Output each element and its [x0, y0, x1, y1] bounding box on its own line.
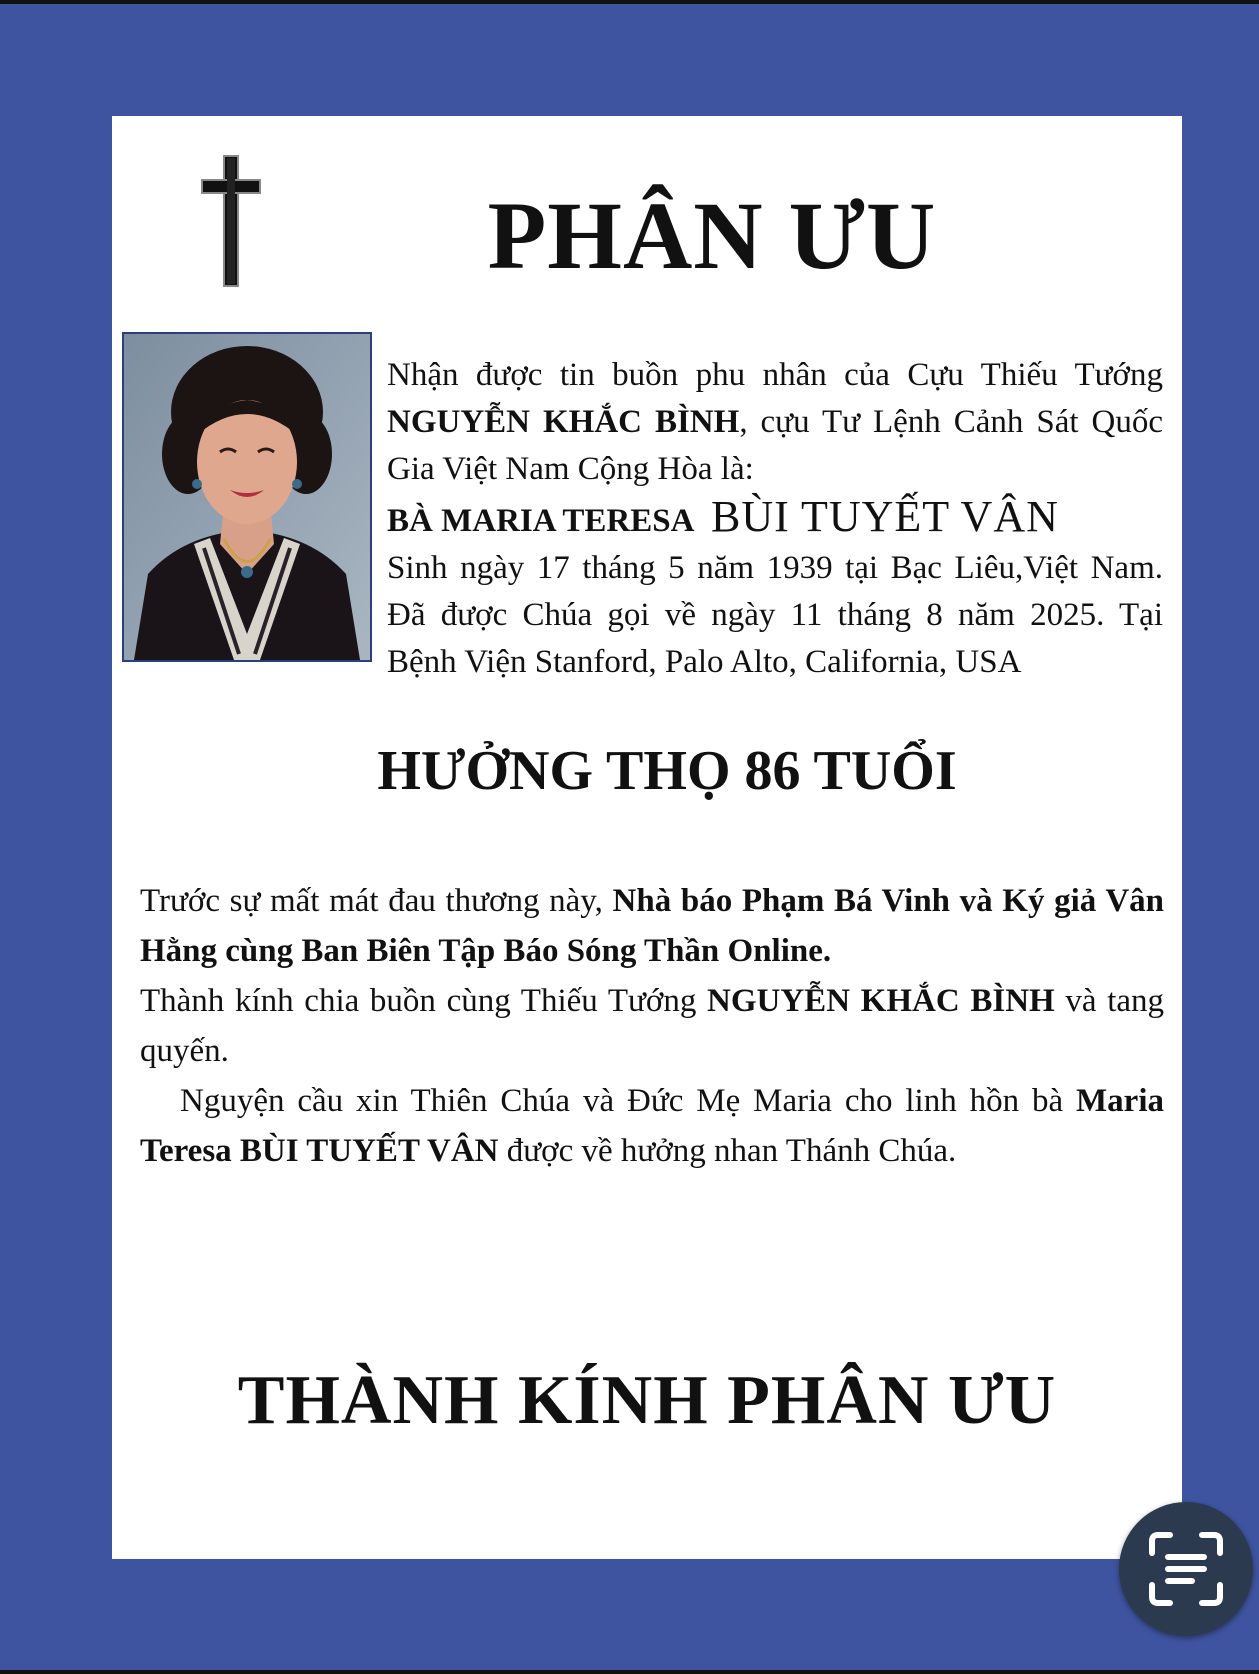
page-title: PHÂN ƯU — [487, 182, 937, 289]
deceased-prefix: BÀ MARIA TERESA — [387, 503, 695, 539]
top-border — [0, 0, 1259, 4]
message-paragraph-1 — [140, 876, 1164, 976]
text-scan-button[interactable] — [1119, 1502, 1253, 1636]
intro-line: Nhận được tin buồn phu nhân của Cựu Thiếu Tướng — [387, 357, 1163, 393]
prayer-end: được về hưởng nhan Thánh Chúa. — [498, 1133, 957, 1169]
place-text: Tại Bệnh Viện Stanford, Palo Alto, California, USA — [387, 597, 1163, 680]
intro-line-cont: , cựu Tư Lệnh Cảnh Sát Quốc Gia Việt Nam Cộng Hòa là: — [387, 404, 1163, 487]
announcement-paragraph — [387, 352, 1163, 493]
general-name-2: NGUYỄN KHẮC BÌNH — [707, 983, 1055, 1019]
cross-icon — [200, 154, 262, 288]
sender-names: Nhà báo Phạm Bá Vinh và Ký giả Vân Hằng cùng Ban Biên Tập Báo Sóng Thần Online. — [140, 883, 1165, 969]
condolence-message — [140, 876, 1164, 1176]
deceased-name: BÙI TUYẾT VÂN — [710, 492, 1059, 541]
text-scan-icon — [1146, 1529, 1226, 1609]
bottom-border — [0, 1670, 1259, 1674]
deceased-name-2: Maria Teresa BÙI TUYẾT VÂN — [140, 1083, 1164, 1169]
deceased-portrait — [122, 332, 372, 662]
dates-paragraph — [387, 545, 1163, 686]
death-text: Đã được Chúa gọi về ngày 11 tháng 8 năm 2025. — [387, 597, 1105, 633]
closing-heading: THÀNH KÍNH PHÂN ƯU — [237, 1362, 1057, 1439]
deceased-name-line — [387, 493, 1163, 545]
announcement-text — [387, 352, 1163, 686]
general-name: NGUYỄN KHẮC BÌNH — [387, 404, 740, 440]
message-paragraph-2 — [140, 976, 1164, 1076]
obituary-card — [112, 116, 1182, 1559]
message-intro: Trước sự mất mát đau thương này, — [140, 883, 613, 919]
sympathy-text: Thành kính chia buồn cùng Thiếu Tướng — [140, 983, 708, 1019]
portrait-image — [124, 334, 370, 660]
message-paragraph-3 — [140, 1076, 1164, 1176]
sympathy-end: và tang quyến. — [140, 983, 1165, 1069]
prayer-text: Nguyện cầu xin Thiên Chúa và Đức Mẹ Maria cho linh hồn bà — [180, 1083, 1077, 1119]
birth-text: Sinh ngày 17 tháng 5 năm 1939 tại Bạc Liêu,Việt Nam. — [387, 550, 1163, 586]
age-heading: HƯỞNG THỌ 86 TUỔI — [377, 740, 957, 802]
